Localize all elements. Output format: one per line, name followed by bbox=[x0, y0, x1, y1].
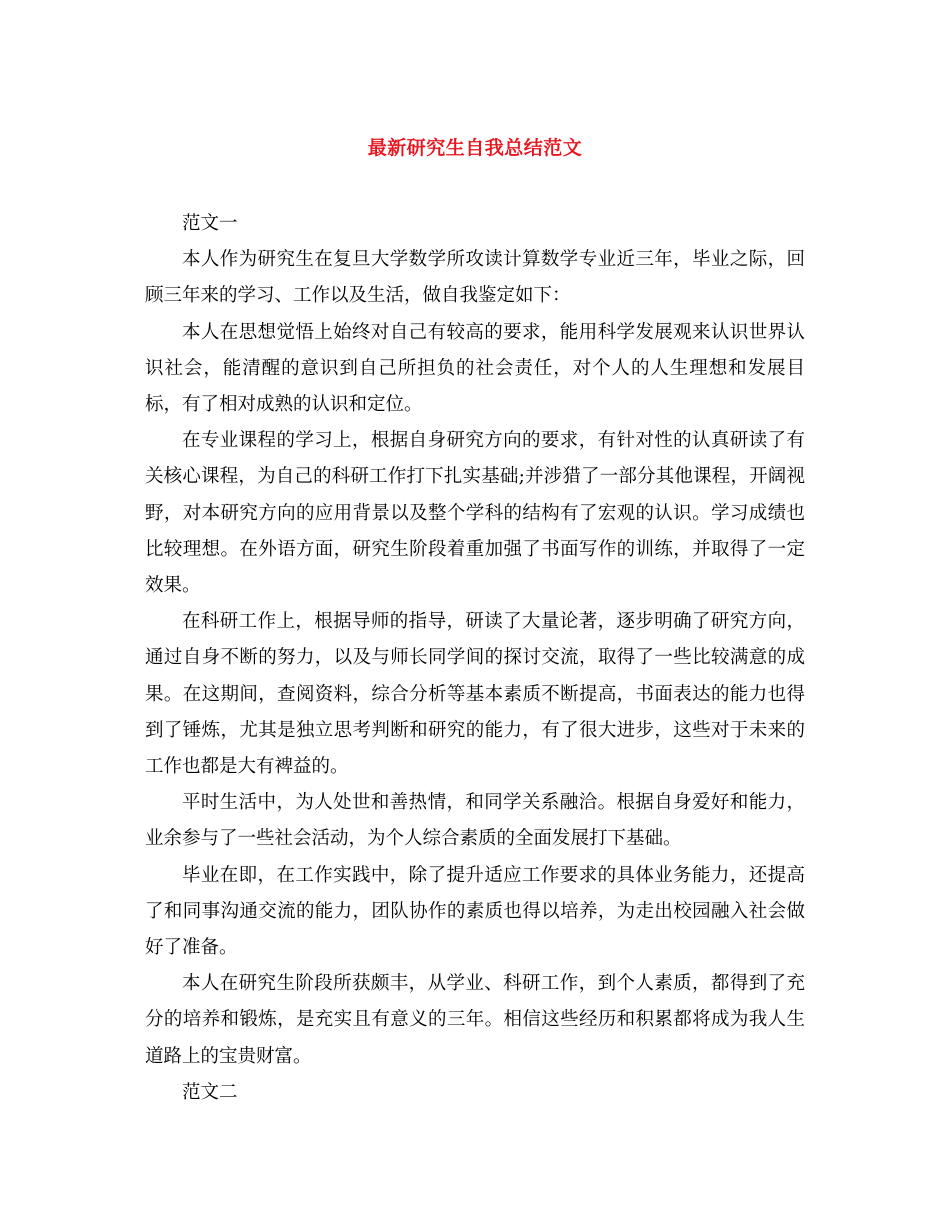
paragraph-4: 在科研工作上，根据导师的指导，研读了大量论著，逐步明确了研究方向，通过自身不断的努力，以及与师长同学间的探讨交流，取得了一些比较满意的成果。在这期间，查阅资料，综合分析等基本素质不断提高，书面表达的能力也得到了锤炼，尤其是独立思考判断和研究的能力，有了很大进步，这些对于未来的工作也都是大有裨益的。 bbox=[145, 611, 805, 778]
section-label-2: 范文二 bbox=[182, 1081, 238, 1103]
paragraph-5: 平时生活中，为人处世和善热情，和同学关系融洽。根据自身爱好和能力，业余参与了一些社会活动，为个人综合素质的全面发展打下基础。 bbox=[145, 792, 805, 850]
paragraph-3: 在专业课程的学习上，根据自身研究方向的要求，有针对性的认真研读了有关核心课程，为自己的科研工作打下扎实基础;并涉猎了一部分其他课程，开阔视野，对本研究方向的应用背景以及整个学科的结构有了宏观的认识。学习成绩也比较理想。在外语方面，研究生阶段着重加强了书面写作的训练，并取得了一定效果。 bbox=[145, 430, 805, 597]
document-body bbox=[145, 206, 805, 1111]
paragraph-7: 本人在研究生阶段所获颇丰，从学业、科研工作，到个人素质，都得到了充分的培养和锻炼，是充实且有意义的三年。相信这些经历和积累都将成为我人生道路上的宝贵财富。 bbox=[145, 973, 805, 1067]
document-title: 最新研究生自我总结范文 bbox=[367, 137, 583, 159]
paragraph-2: 本人在思想觉悟上始终对自己有较高的要求，能用科学发展观来认识世界认识社会，能清醒的意识到自己所担负的社会责任，对个人的人生理想和发展目标，有了相对成熟的认识和定位。 bbox=[145, 321, 805, 416]
section-label-1: 范文一 bbox=[182, 213, 238, 234]
paragraph-6: 毕业在即，在工作实践中，除了提升适应工作要求的具体业务能力，还提高了和同事沟通交流的能力，团队协作的素质也得以培养，为走出校园融入社会做好了准备。 bbox=[145, 864, 805, 959]
paragraph-1: 本人作为研究生在复旦大学数学所攻读计算数学专业近三年，毕业之际，回顾三年来的学习、工作以及生活，做自我鉴定如下： bbox=[145, 249, 805, 307]
